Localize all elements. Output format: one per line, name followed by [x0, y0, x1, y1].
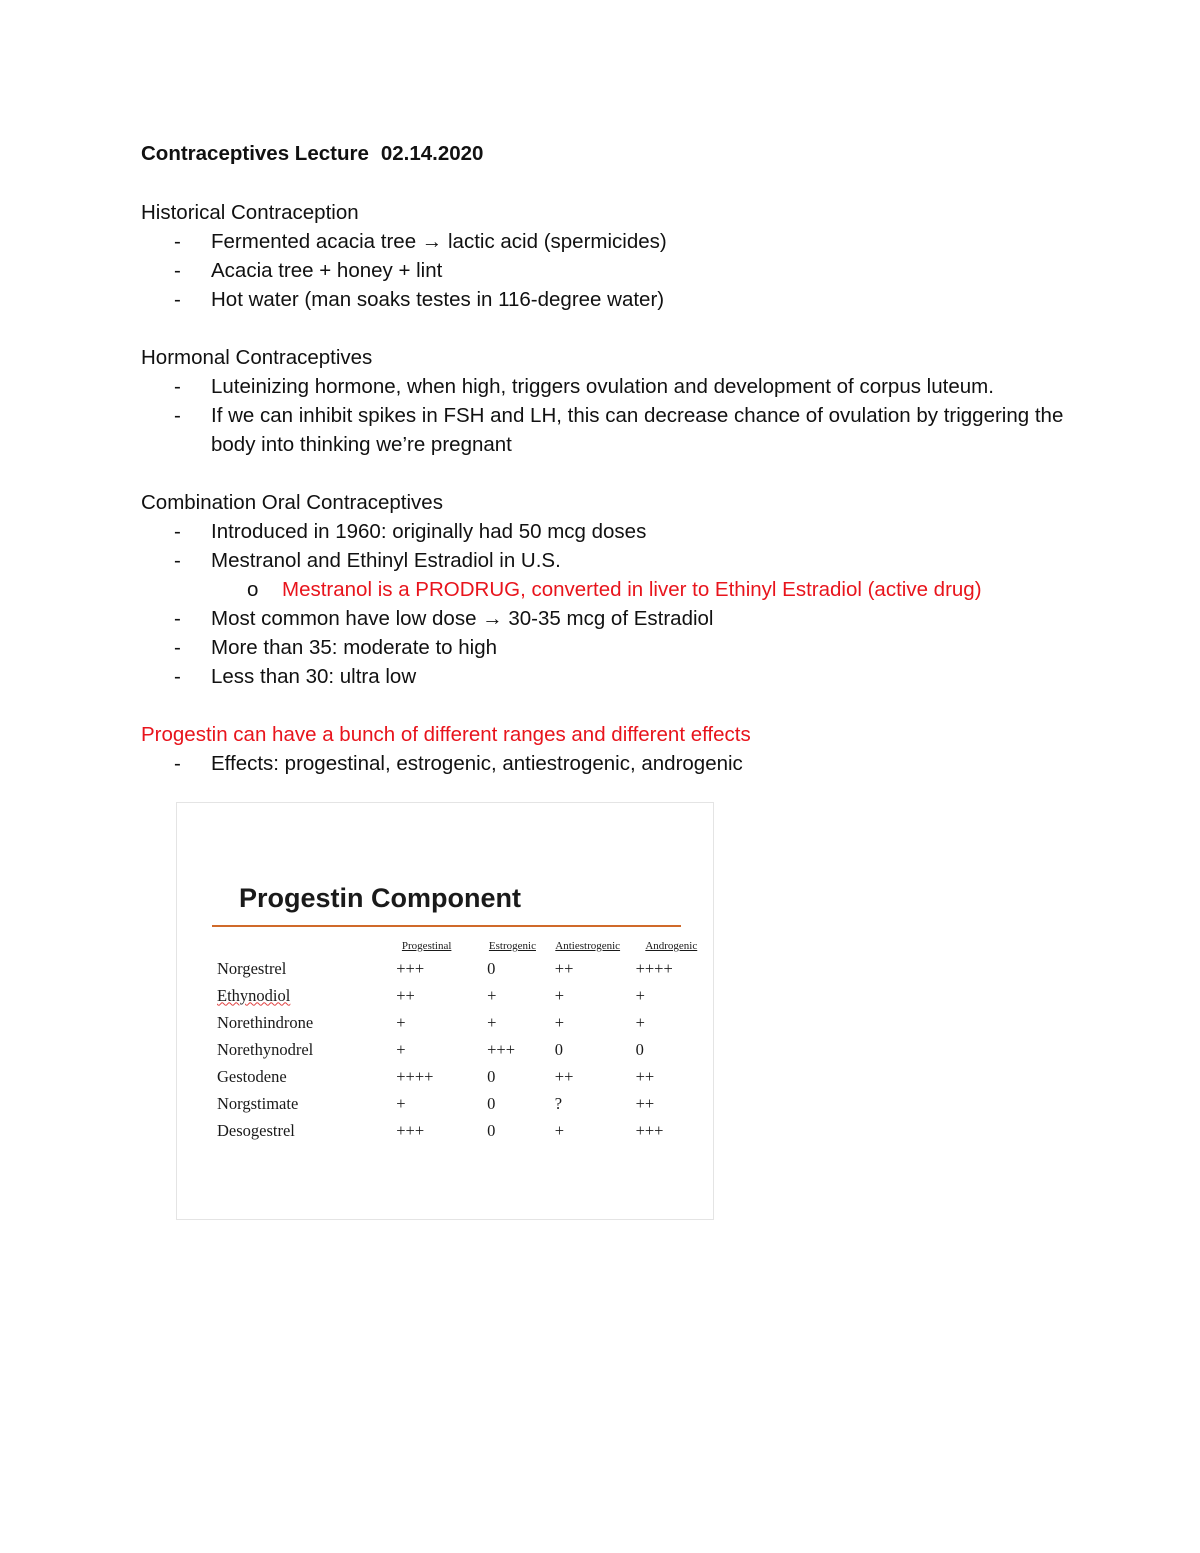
table-row — [217, 1009, 713, 1036]
list-item — [141, 749, 1081, 778]
effect-value-cell: + — [396, 1039, 406, 1059]
column-header: Androgenic — [645, 940, 698, 952]
effect-value-cell: + — [554, 1012, 565, 1032]
list-item — [141, 227, 1081, 256]
table-row — [217, 1063, 713, 1090]
effect-value-cell: 0 — [635, 1039, 644, 1059]
effect-value-cell: 0 — [554, 1039, 564, 1059]
item-text: 30-35 mcg of Estradiol — [502, 607, 714, 630]
table-row — [217, 982, 713, 1009]
bullet-dash: - — [174, 607, 181, 630]
effect-value-cell: +++ — [396, 1120, 425, 1140]
effect-value-cell: ++++ — [635, 958, 673, 978]
drug-name-cell — [217, 1117, 374, 1144]
drug-name-cell — [217, 982, 374, 1009]
arrow-icon: → — [421, 230, 443, 253]
bullet-dash: - — [174, 375, 181, 398]
section-progestin — [141, 720, 1081, 778]
item-text: Hot water (man soaks testes in 116-degree water) — [211, 288, 665, 311]
progestin-slide-image — [176, 802, 714, 1220]
drug-name-cell — [217, 1036, 374, 1063]
list-item — [141, 256, 1081, 285]
effect-value-cell: 0 — [487, 1093, 496, 1113]
table-header-row — [217, 939, 713, 955]
bullet-circle-icon: o — [247, 578, 259, 601]
item-text: Mestranol is a PRODRUG, converted in liver to Ethinyl Estradiol (active drug) — [282, 578, 982, 601]
bullet-dash: - — [174, 520, 181, 543]
document-body — [141, 140, 1081, 807]
bullet-dash: - — [174, 549, 181, 572]
column-header: Progestinal — [401, 940, 452, 952]
drug-name-cell — [217, 955, 374, 982]
bullet-dash: - — [174, 636, 181, 659]
section-heading: Combination Oral Contraceptives — [141, 491, 443, 514]
effect-value-cell: +++ — [635, 1120, 664, 1140]
table-row — [217, 1036, 713, 1063]
bullet-dash: - — [174, 404, 181, 427]
title-text: Contraceptives Lecture — [141, 142, 369, 165]
item-text: Less than 30: ultra low — [211, 665, 417, 688]
item-text: Mestranol and Ethinyl Estradiol in U.S. — [211, 549, 561, 572]
drug-name: Gestodene — [217, 1066, 287, 1086]
list-item — [141, 546, 1081, 575]
item-text: Effects: progestinal, estrogenic, antiestrogenic, androgenic — [211, 752, 743, 775]
list-item — [141, 604, 1081, 633]
effect-value-cell: + — [487, 1012, 497, 1032]
section-heading: Progestin can have a bunch of different ranges and different effects — [141, 723, 751, 746]
effect-value-cell: + — [635, 985, 645, 1005]
bullet-dash: - — [174, 230, 181, 253]
section-combination — [141, 488, 1081, 691]
effect-value-cell: + — [635, 1012, 645, 1032]
effect-value-cell: 0 — [487, 958, 496, 978]
effect-value-cell: + — [554, 1120, 565, 1140]
item-text: lactic acid (spermicides) — [442, 230, 667, 253]
drug-name-cell — [217, 1009, 374, 1036]
document-title — [141, 140, 1081, 168]
section-heading: Historical Contraception — [141, 201, 359, 224]
list-item — [141, 662, 1081, 691]
title-date: 02.14.2020 — [380, 142, 484, 165]
sub-list-item — [141, 575, 1081, 604]
drug-name: Norgstimate — [217, 1093, 299, 1113]
bullet-dash: - — [174, 665, 181, 688]
item-text: Fermented acacia tree — [211, 230, 422, 253]
bullet-dash: - — [174, 259, 181, 282]
effect-value-cell: +++ — [396, 958, 425, 978]
table-row — [217, 1117, 713, 1144]
effect-value-cell: ? — [554, 1093, 563, 1113]
drug-name-cell — [217, 1090, 374, 1117]
drug-name: Ethynodiol — [217, 985, 291, 1005]
column-header: Antiestrogenic — [555, 940, 621, 952]
slide-divider — [212, 925, 681, 927]
drug-name: Norethindrone — [217, 1012, 314, 1032]
item-text: If we can inhibit spikes in FSH and LH, this can decrease chance of ovulation by triggering the body into thinking we’re pregnant — [211, 404, 1064, 456]
list-item — [141, 285, 1081, 314]
item-text: More than 35: moderate to high — [211, 636, 498, 659]
list-item — [141, 372, 1081, 401]
arrow-icon: → — [482, 607, 503, 630]
effect-value-cell: + — [554, 985, 565, 1005]
item-text: Luteinizing hormone, when high, triggers ovulation and development of corpus luteum. — [211, 375, 994, 398]
effect-value-cell: ++++ — [396, 1066, 434, 1086]
effect-value-cell: 0 — [487, 1120, 496, 1140]
drug-name: Desogestrel — [217, 1120, 295, 1140]
effect-value-cell: ++ — [396, 985, 415, 1005]
effect-value-cell: ++ — [635, 1093, 655, 1113]
item-text: Introduced in 1960: originally had 50 mcg doses — [211, 520, 647, 543]
item-text: Acacia tree + honey + lint — [211, 259, 443, 282]
table-row — [217, 1090, 713, 1117]
effect-value-cell: +++ — [487, 1039, 516, 1059]
drug-name-cell — [217, 1063, 374, 1090]
drug-name: Norethynodrel — [217, 1039, 314, 1059]
effect-value-cell: 0 — [487, 1066, 496, 1086]
effect-value-cell: ++ — [635, 1066, 655, 1086]
effect-value-cell: ++ — [554, 958, 574, 978]
section-hormonal — [141, 343, 1081, 459]
list-item — [141, 633, 1081, 662]
bullet-dash: - — [174, 752, 181, 775]
drug-name: Norgestrel — [217, 958, 287, 978]
table-row — [217, 955, 713, 982]
section-heading: Hormonal Contraceptives — [141, 346, 373, 369]
list-item — [141, 401, 1081, 459]
column-header: Estrogenic — [488, 940, 536, 952]
effect-value-cell: ++ — [554, 1066, 574, 1086]
section-historical — [141, 198, 1081, 314]
list-item — [141, 517, 1081, 546]
bullet-dash: - — [174, 288, 181, 311]
progestin-table — [217, 939, 713, 1144]
effect-value-cell: + — [396, 1093, 406, 1113]
item-text: Most common have low dose — [211, 607, 483, 630]
effect-value-cell: + — [487, 985, 497, 1005]
slide-title: Progestin Component — [239, 883, 521, 913]
effect-value-cell: + — [396, 1012, 406, 1032]
